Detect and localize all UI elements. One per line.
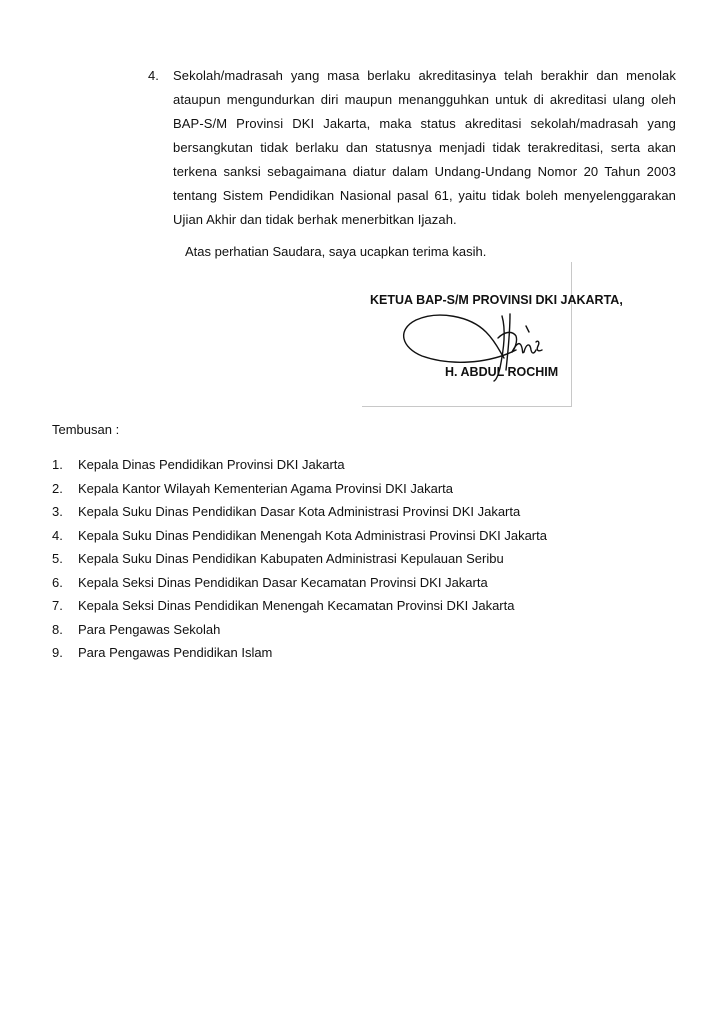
list-item-number: 2. xyxy=(52,480,63,496)
list-item-number: 5. xyxy=(52,551,63,566)
list-item xyxy=(52,547,547,571)
signatory-name: H. ABDUL ROCHIM xyxy=(445,365,559,379)
list-item-number: 9. xyxy=(52,645,63,660)
list-item xyxy=(52,500,547,524)
list-item-text: Para Pengawas Sekolah xyxy=(78,621,221,637)
list-item-text: Kepala Suku Dinas Pendidikan Kabupaten Administrasi Kepulauan Seribu xyxy=(78,551,504,566)
numbered-point xyxy=(148,64,676,232)
list-item-text: Kepala Suku Dinas Pendidikan Dasar Kota Administrasi Provinsi DKI Jakarta xyxy=(78,504,521,519)
list-item xyxy=(52,524,547,548)
list-item xyxy=(52,477,547,501)
list-item-number: 8. xyxy=(52,621,63,637)
list-item xyxy=(52,641,547,665)
list-item-text: Kepala Seksi Dinas Pendidikan Menengah Kecamatan Provinsi DKI Jakarta xyxy=(78,598,515,613)
list-item-text: Kepala Suku Dinas Pendidikan Menengah Kota Administrasi Provinsi DKI Jakarta xyxy=(78,527,547,543)
list-item-text: Para Pengawas Pendidikan Islam xyxy=(78,645,273,660)
tembusan-title: Tembusan : xyxy=(52,422,120,437)
tembusan-list xyxy=(52,453,547,665)
list-item-number: 1. xyxy=(52,457,63,472)
list-item-number: 4. xyxy=(52,527,63,543)
list-item-number: 3. xyxy=(52,504,63,519)
list-item-number: 6. xyxy=(52,574,63,590)
list-item xyxy=(52,618,547,642)
list-item xyxy=(52,594,547,618)
signatory-title: KETUA BAP-S/M PROVINSI DKI JAKARTA, xyxy=(370,293,623,307)
point-number: 4. xyxy=(148,68,159,83)
list-item-text: Kepala Dinas Pendidikan Provinsi DKI Jakarta xyxy=(78,457,345,472)
list-item xyxy=(52,453,547,477)
list-item-text: Kepala Seksi Dinas Pendidikan Dasar Kecamatan Provinsi DKI Jakarta xyxy=(78,574,488,590)
list-item-number: 7. xyxy=(52,598,63,613)
point-text: Sekolah/madrasah yang masa berlaku akreditasinya telah berakhir dan menolak ataupun mengundurkan diri maupun menangguhkan untuk di akreditasi ulang oleh BAP-S/M Provinsi DKI Jakarta, maka status akreditasi sekolah/madrasah yang bersangkutan tidak berlaku dan statusnya menjadi tidak terakreditasi, serta akan terkena sanksi sebagaimana diatur dalam Undang-Undang Nomor 20 Tahun 2003 tentang Sistem Pendidikan Nasional pasal 61, yaitu tidak boleh menyelenggarakan Ujian Akhir dan tidak berhak menerbitkan Ijazah. xyxy=(173,68,676,227)
list-item-text: Kepala Kantor Wilayah Kementerian Agama Provinsi DKI Jakarta xyxy=(78,480,454,496)
closing-sentence: Atas perhatian Saudara, saya ucapkan terima kasih. xyxy=(185,244,487,259)
list-item xyxy=(52,571,547,595)
